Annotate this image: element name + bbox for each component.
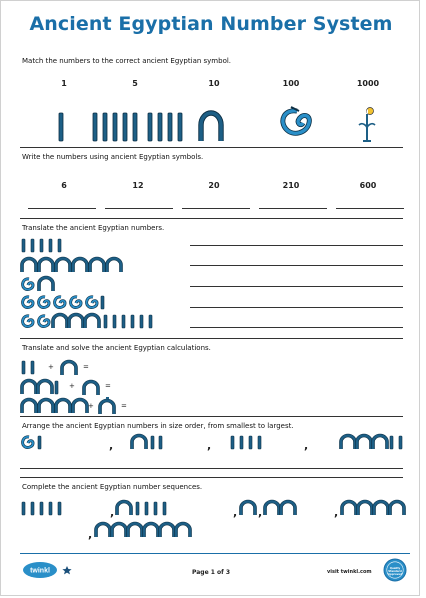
write-number-20: 20 — [208, 181, 220, 190]
match-number-1000: 1000 — [356, 79, 380, 88]
brand-name: twinkl — [30, 567, 50, 575]
comma: , — [109, 439, 114, 452]
match-number-100: 100 — [282, 79, 300, 88]
instruction-sequence: Complete the ancient Egyptian number sequences. — [22, 483, 203, 491]
comma: , — [110, 506, 115, 519]
comma: , — [88, 528, 93, 541]
instruction-translate: Translate the ancient Egyptian numbers. — [22, 224, 165, 232]
match-number-5: 5 — [132, 79, 138, 88]
glyph-row-5 — [23, 315, 152, 329]
badge-text: Quality Standard Approved — [387, 567, 403, 576]
sequence-1-term-4 — [342, 502, 404, 516]
write-number-6: 6 — [61, 181, 67, 190]
glyph-row-3 — [23, 278, 53, 292]
calc-row-3-glyphs — [22, 397, 114, 414]
write-number-12: 12 — [132, 181, 144, 190]
comma: , — [258, 506, 263, 519]
equals-sign: = — [83, 363, 89, 371]
comma: , — [233, 506, 238, 519]
answer-line[interactable] — [190, 286, 403, 287]
match-number-1: 1 — [61, 79, 67, 88]
sequence-1-term-2 — [117, 502, 166, 516]
comma: , — [304, 439, 309, 452]
answer-line[interactable] — [190, 265, 403, 266]
footer-divider — [20, 553, 410, 554]
comma: , — [334, 506, 339, 519]
sequence-1-term-1 — [22, 502, 61, 515]
plus-sign: + — [88, 402, 94, 410]
glyph-row-4 — [23, 296, 104, 309]
website-link[interactable]: visit twinkl.com — [327, 569, 372, 575]
plus-sign: + — [69, 382, 75, 390]
comma: , — [207, 439, 212, 452]
write-number-210: 210 — [282, 181, 300, 190]
glyph-row-2 — [22, 259, 121, 273]
equals-sign: = — [105, 382, 111, 390]
equals-sign: = — [121, 402, 127, 410]
glyph-row-1 — [22, 239, 61, 252]
sequence-2-term-1 — [96, 524, 190, 538]
order-item-3 — [231, 436, 261, 449]
instruction-order: Arrange the ancient Egyptian numbers in size order, from smallest to largest. — [22, 422, 294, 430]
answer-line[interactable] — [190, 307, 403, 308]
page-number: Page 1 of 3 — [192, 569, 230, 576]
section-divider — [20, 477, 403, 478]
plus-sign: + — [48, 363, 54, 371]
answer-line[interactable] — [190, 327, 403, 328]
match-number-10: 10 — [208, 79, 220, 88]
instruction-calculate: Translate and solve the ancient Egyptian calculations. — [22, 344, 211, 352]
answer-line[interactable] — [190, 245, 403, 246]
page-title: Ancient Egyptian Number System — [29, 13, 393, 35]
calc-row-2-glyphs — [22, 381, 98, 396]
section-divider — [20, 338, 403, 339]
instruction-match: Match the numbers to the correct ancient Egyptian symbol. — [22, 57, 232, 65]
answer-line[interactable] — [20, 468, 403, 469]
sequence-1-term-3 — [241, 502, 295, 516]
instruction-write: Write the numbers using ancient Egyptian symbols. — [22, 153, 204, 161]
order-item-2 — [132, 436, 162, 450]
write-number-600: 600 — [359, 181, 377, 190]
order-item-4 — [341, 436, 402, 450]
order-item-1 — [23, 436, 41, 449]
section-divider — [20, 416, 403, 417]
